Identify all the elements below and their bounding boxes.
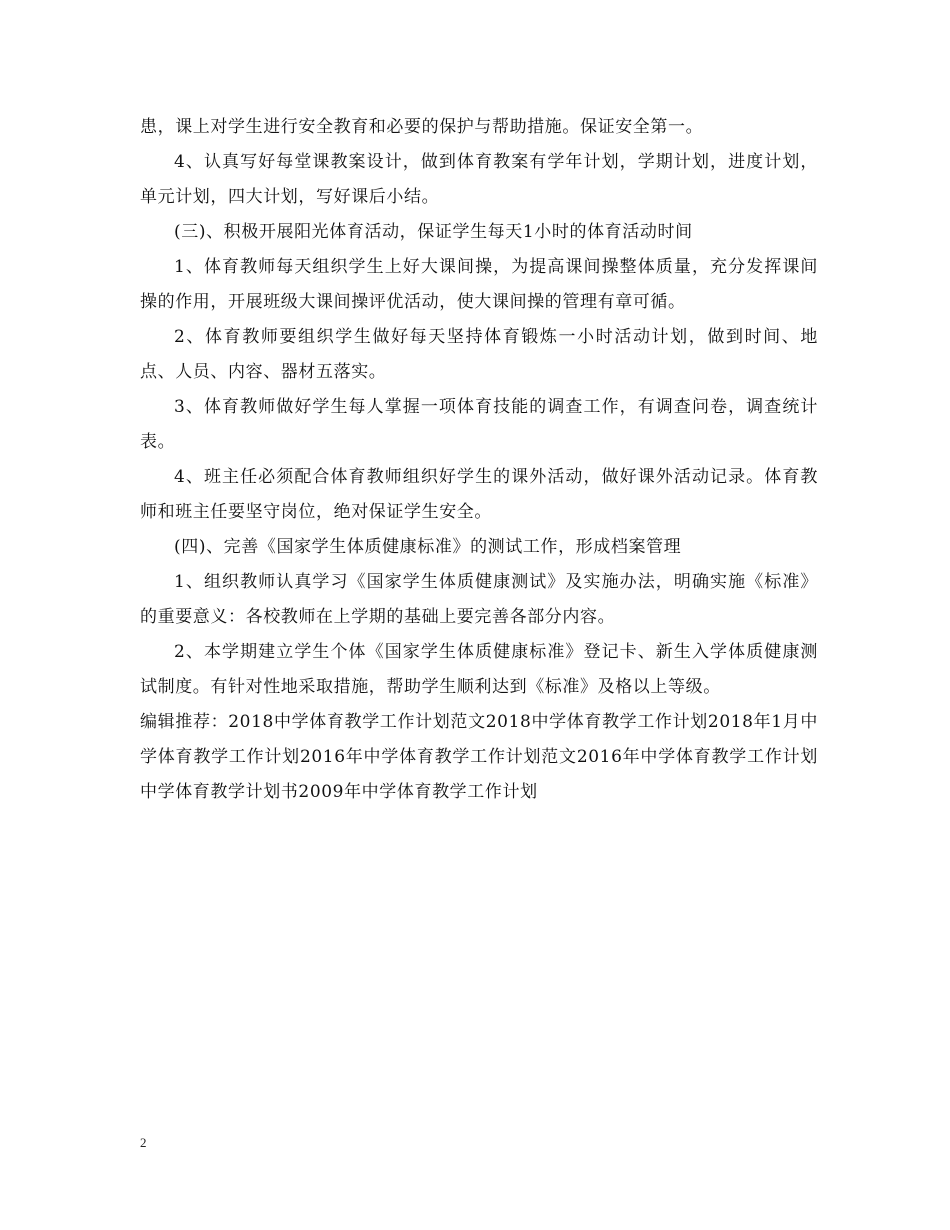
section-heading-3: (三)、积极开展阳光体育活动，保证学生每天1小时的体育活动时间: [174, 222, 693, 242]
document-body: [140, 110, 818, 810]
editor-recommendation: 编辑推荐：2018中学体育教学工作计划范文2018中学体育教学工作计划2018年1月中学体育教学工作计划2016年中学体育教学工作计划范文2016年中学体育教学工作计划中学体育教学计划书2009年中学体育教学工作计划: [140, 712, 818, 802]
section-heading-4: (四)、完善《国家学生体质健康标准》的测试工作，形成档案管理: [174, 537, 682, 557]
paragraph-4: 1、体育教师每天组织学生上好大课间操，为提高课间操整体质量，充分发挥课间操的作用，开展班级大课间操评优活动，使大课间操的管理有章可循。: [140, 257, 818, 312]
paragraph-6: 3、体育教师做好学生每人掌握一项体育技能的调查工作，有调查问卷，调查统计表。: [140, 397, 818, 452]
page-number: 2: [140, 1135, 147, 1150]
paragraph-7: 4、班主任必须配合体育教师组织好学生的课外活动，做好课外活动记录。体育教师和班主任要坚守岗位，绝对保证学生安全。: [140, 467, 818, 522]
paragraph-1: 患，课上对学生进行安全教育和必要的保护与帮助措施。保证安全第一。: [140, 117, 704, 137]
paragraph-5: 2、体育教师要组织学生做好每天坚持体育锻炼一小时活动计划，做到时间、地点、人员、内容、器材五落实。: [140, 327, 818, 382]
paragraph-9: 1、组织教师认真学习《国家学生体质健康测试》及实施办法，明确实施《标准》的重要意义：各校教师在上学期的基础上要完善各部分内容。: [140, 572, 818, 627]
paragraph-2: 4、认真写好每堂课教案设计，做到体育教案有学年计划，学期计划，进度计划，单元计划，四大计划，写好课后小结。: [140, 152, 818, 207]
paragraph-10: 2、本学期建立学生个体《国家学生体质健康标准》登记卡、新生入学体质健康测试制度。有针对性地采取措施，帮助学生顺利达到《标准》及格以上等级。: [140, 642, 818, 697]
